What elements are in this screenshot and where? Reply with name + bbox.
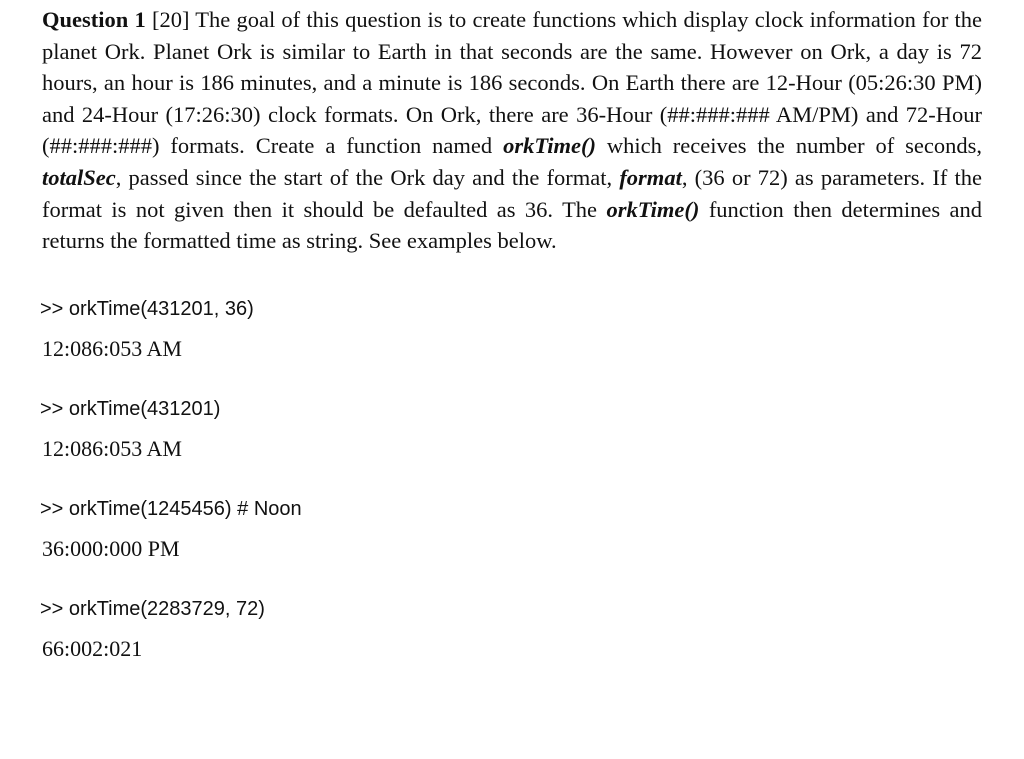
question-text-part-4: , (36 or 72) as parameters. If the format is not given then it should be defaulted as 36. The (42, 164, 982, 222)
function-name: orkTime() (503, 133, 596, 159)
question-label: Question 1 (42, 7, 146, 32)
document-page (42, 4, 982, 695)
question-paragraph (42, 4, 982, 257)
question-text-part-2: which receives the number of seconds, (606, 133, 983, 159)
param-totalsec: totalSec (42, 164, 116, 190)
question-text-part-5: function then determines and returns the formatted time as string. See examples below. (42, 196, 983, 254)
example-item (42, 295, 982, 363)
example-output: 66:002:021 (42, 635, 143, 661)
question-points: [20] (151, 7, 190, 32)
example-item (42, 495, 982, 563)
function-name-2: orkTime() (606, 196, 700, 222)
question-text-part-1: The goal of this question is to create functions which display clock information for the planet Ork. Planet Ork is similar to Earth in that seconds are the same. However on Ork, a day is 72 hours, an hour is 186 minutes, and a minute is 186 seconds. On Earth there are 12-Hour (05:26:30 PM) and 24-Hour (17:26:30) clock formats. On Ork, there are 36-Hour (##:###:### AM/PM) and 72-Hour (##:###:###) formats. Create a function named (42, 7, 983, 159)
example-output: 36:000:000 PM (42, 535, 180, 561)
examples-list (42, 295, 982, 663)
example-command: >> orkTime(2283729, 72) (40, 597, 265, 620)
param-format: format (619, 164, 682, 190)
question-text-part-3: , passed since the start of the Ork day and the format, (115, 164, 613, 190)
example-item (42, 595, 982, 663)
example-item (42, 395, 982, 463)
example-output: 12:086:053 AM (42, 435, 182, 461)
example-command: >> orkTime(431201) (40, 397, 221, 420)
example-command: >> orkTime(431201, 36) (40, 297, 254, 320)
example-command: >> orkTime(1245456) # Noon (40, 497, 302, 520)
example-output: 12:086:053 AM (42, 335, 182, 361)
